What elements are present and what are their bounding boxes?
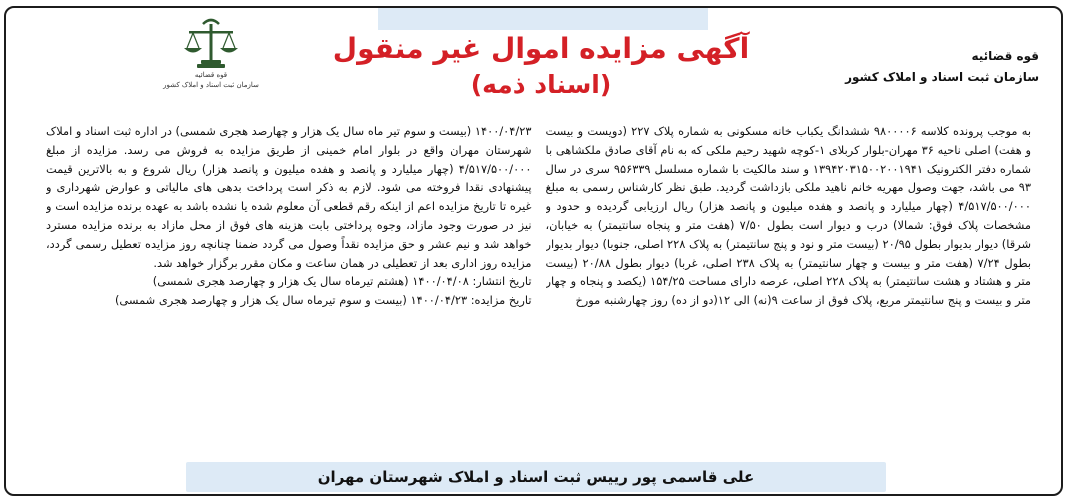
emblem-block	[156, 18, 266, 110]
top-accent-band	[378, 8, 708, 30]
body-paragraph-left: ۱۴۰۰/۰۴/۲۳ (بیست و سوم تیر ماه سال یک هزار و چهارصد هجری شمسی) در اداره ثبت اسناد و املاک شهرستان مهران واقع در بلوار امام خمینی از طریق مزایده به فروش می رسد. مزایده از مبلغ ۴/۵۱۷/۵۰۰/۰۰۰ (چهار میلیارد و پانصد و هفده میلیون و پانصد هزار) ریال شروع و به بالاترین قیمت پیشنهادی نقدا فروخته می شود. لازم به ذکر است پرداخت بدهی های مالیاتی و عوارض شهرداری و غیره تا تاریخ مزایده اعم از اینکه رقم قطعی آن معلوم شده یا نشده باشد به عهده برنده مزایده است و نیز در صورت وجود مازاد، وجوه پرداختی بابت هزینه های فوق از محل مازاد به برنده مزایده مسترد خواهد شد و نیم عشر و حق مزایده نقداً وصول می گردد ضمنا چنانچه روز مزایده تعطیل رسمی گردد، مزایده روز اداری بعد از تعطیلی در همان ساعت و مکان مقرر برگزار خواهد شد.	[46, 124, 532, 270]
organization-subname: سازمان ثبت اسناد و املاک کشور	[845, 70, 1039, 84]
organization-block	[799, 46, 1039, 88]
body-column-left	[46, 122, 532, 452]
notice-frame	[4, 6, 1063, 496]
notice-title: آگهی مزایده اموال غیر منقول	[332, 32, 750, 65]
emblem-caption-line1: قوه قضائیه	[194, 71, 228, 79]
title-block	[306, 30, 776, 102]
publish-date: تاریخ انتشار: ۱۴۰۰/۰۴/۰۸ (هشتم تیرماه سال یک هزار و چهارصد هجری شمسی)	[152, 274, 532, 289]
emblem-caption-line2: سازمان ثبت اسناد و املاک کشور	[163, 81, 259, 89]
notice-subtitle: (اسناد ذمه)	[470, 70, 612, 99]
signature-text: علی قاسمی پور رییس ثبت اسناد و املاک شهرستان مهران	[317, 468, 755, 486]
signature-band	[186, 462, 886, 492]
body-paragraph-right: به موجب پرونده کلاسه ۹۸۰۰۰۰۶ ششدانگ یکباب خانه مسکونی به شماره پلاک ۲۲۷ (دویست و بیست و هفت) اصلی ناحیه ۳۶ مهران-بلوار کربلای ۱-کوچه شهید رحیم ملکی که به نام آقای صادق ملکشاهی با شماره دفتر الکترونیک ۱۳۹۴۲۰۳۱۵۰۰۲۰۰۱۹۴۱ و سند مالکیت با شماره مسلسل ۹۵۶۳۳۹ سری در سال ۹۳ می باشد، جهت وصول مهریه خانم ناهید ملکی بازداشت گردید. طبق نظر کارشناس رسمی به مبلغ ۴/۵۱۷/۵۰۰/۰۰۰ (چهار میلیارد و پانصد و هفده میلیون و پانصد هزار) ریال ارزیابی گردیده و حدود و مشخصات پلاک فوق: شمالا) درب و دیوار است بطول ۷/۵۰ (هفت متر و پنجاه سانتیمتر) به خیابان، شرقا) دیوار بدیوار بطول ۲۰/۹۵ (بیست متر و نود و پنج سانتیمتر) به پلاک ۲۲۸ اصلی، جنوبا) دیوار بدیوار بطول ۷/۲۴ (هفت متر و بیست و چهار سانتیمتر) به پلاک ۲۳۸ اصلی، غربا) دیوار بطول ۲۰/۸۸ (بیست متر و هشتاد و هشت سانتیمتر) به پلاک ۲۲۸ اصلی، عرصه دارای مساحت ۱۵۴/۲۵ (یکصد و پنجاه و چهار متر و بیست و پنج سانتیمتر مربع، پلاک فوق از ساعت ۹(نه) الی ۱۲(دو از ده) روز چهارشنبه مورخ	[545, 124, 1031, 308]
body-column-right	[546, 122, 1032, 452]
scales-of-justice-emblem-icon	[156, 18, 266, 70]
auction-date: تاریخ مزایده: ۱۴۰۰/۰۴/۲۳ (بیست و سوم تیرماه سال یک هزار و چهارصد هجری شمسی)	[114, 293, 532, 308]
notice-body	[46, 122, 1031, 452]
organization-name: قوه قضائیه	[971, 49, 1039, 63]
